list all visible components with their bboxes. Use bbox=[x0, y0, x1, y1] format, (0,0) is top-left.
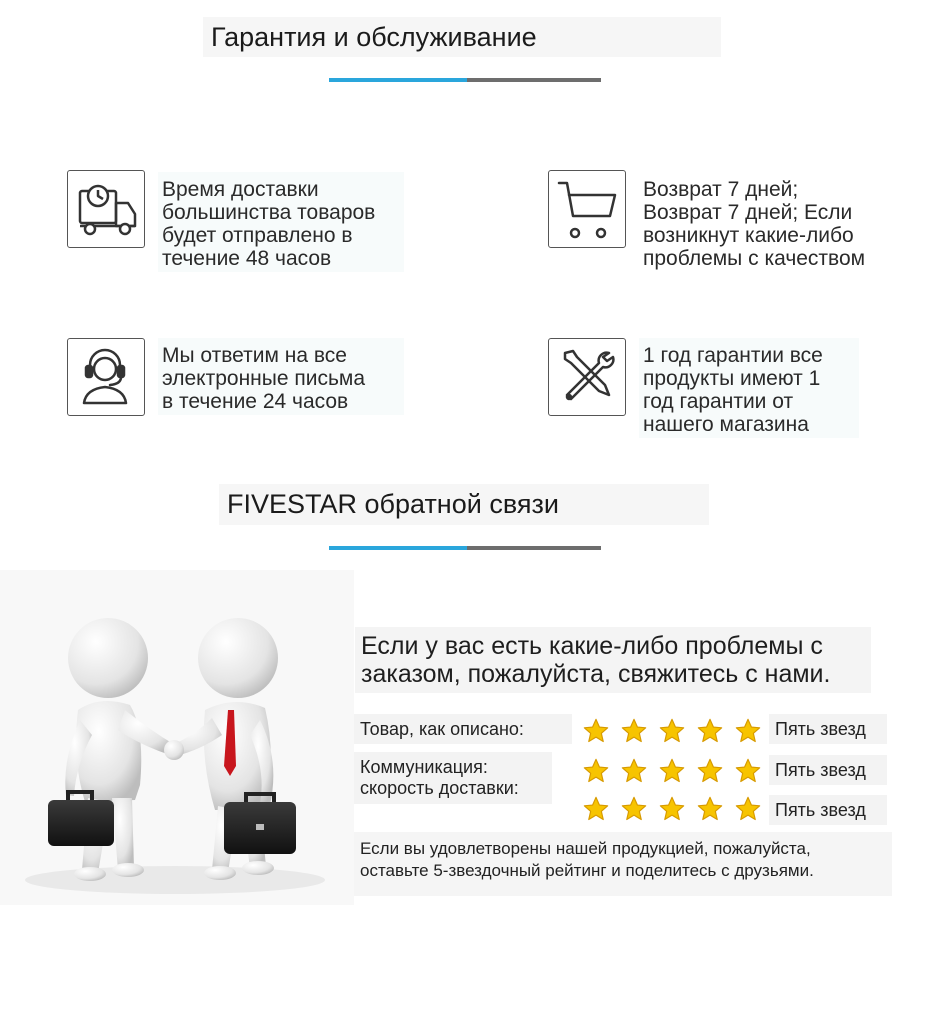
star-icon[interactable] bbox=[734, 717, 762, 745]
delivery-truck-icon bbox=[68, 171, 143, 246]
shopping-cart-icon bbox=[549, 171, 624, 246]
rating-text: Пять звезд bbox=[769, 755, 887, 785]
star-icon[interactable] bbox=[696, 795, 724, 823]
feature-delivery-text bbox=[158, 172, 404, 272]
feature-line: Возврат 7 дней; bbox=[643, 178, 799, 201]
star-icon[interactable] bbox=[582, 757, 610, 785]
star-rating-row[interactable] bbox=[582, 713, 766, 747]
contact-line: Если у вас есть какие-либо проблемы с bbox=[361, 632, 823, 660]
rating-text: Пять звезд bbox=[769, 795, 887, 825]
star-icon[interactable] bbox=[696, 757, 724, 785]
label-line: скорость доставки: bbox=[360, 778, 519, 798]
feature-line: электронные письма bbox=[162, 367, 366, 390]
feature-line: будет отправлено в bbox=[162, 224, 353, 247]
feature-support-text bbox=[158, 338, 404, 415]
rating-label-item: Товар, как описано: bbox=[354, 714, 572, 744]
rating-text: Пять звезд bbox=[769, 714, 887, 744]
feedback-request-message bbox=[354, 832, 892, 896]
star-icon[interactable] bbox=[734, 795, 762, 823]
feature-line: течение 48 часов bbox=[162, 247, 332, 270]
contact-line: заказом, пожалуйста, свяжитесь с нами. bbox=[361, 660, 831, 688]
star-rating-row[interactable] bbox=[582, 753, 766, 787]
feature-line: Возврат 7 дней; Если bbox=[643, 201, 853, 224]
warranty-icon-box bbox=[548, 338, 626, 416]
delivery-icon-box bbox=[67, 170, 145, 248]
rating-label-communication bbox=[354, 752, 552, 804]
footer-line: оставьте 5-звездочный рейтинг и поделитесь с друзьями. bbox=[360, 861, 814, 880]
feature-line: продукты имеют 1 bbox=[643, 367, 821, 390]
feature-line: возникнут какие-либо bbox=[643, 224, 854, 247]
section-title-warranty: Гарантия и обслуживание bbox=[203, 17, 721, 57]
feature-line: Мы ответим на все bbox=[162, 344, 347, 367]
feature-line: большинства товаров bbox=[162, 201, 376, 224]
tools-icon bbox=[549, 339, 624, 414]
star-icon[interactable] bbox=[582, 795, 610, 823]
star-icon[interactable] bbox=[658, 795, 686, 823]
star-icon[interactable] bbox=[658, 757, 686, 785]
star-icon[interactable] bbox=[582, 717, 610, 745]
star-icon[interactable] bbox=[734, 757, 762, 785]
feature-returns-text bbox=[639, 172, 897, 272]
returns-icon-box bbox=[548, 170, 626, 248]
label-line: Коммуникация: bbox=[360, 757, 488, 777]
star-rating-row[interactable] bbox=[582, 791, 766, 825]
contact-message bbox=[355, 627, 871, 693]
feature-line: год гарантии от bbox=[643, 390, 794, 413]
title-divider bbox=[329, 546, 601, 550]
feature-line: проблемы с качеством bbox=[643, 247, 866, 270]
star-icon[interactable] bbox=[620, 757, 648, 785]
section-title-feedback: FIVESTAR обратной связи bbox=[219, 484, 709, 525]
star-icon[interactable] bbox=[696, 717, 724, 745]
star-icon[interactable] bbox=[620, 795, 648, 823]
headset-support-icon bbox=[68, 339, 143, 414]
handshake-illustration bbox=[0, 570, 354, 905]
feature-line: Время доставки bbox=[162, 178, 319, 201]
feature-warranty-text bbox=[639, 338, 859, 438]
feature-line: нашего магазина bbox=[643, 413, 809, 436]
support-icon-box bbox=[67, 338, 145, 416]
feature-line: 1 год гарантии все bbox=[643, 344, 823, 367]
star-icon[interactable] bbox=[620, 717, 648, 745]
footer-line: Если вы удовлетворены нашей продукцией, пожалуйста, bbox=[360, 839, 811, 858]
feature-line: в течение 24 часов bbox=[162, 390, 349, 413]
title-divider bbox=[329, 78, 601, 82]
star-icon[interactable] bbox=[658, 717, 686, 745]
